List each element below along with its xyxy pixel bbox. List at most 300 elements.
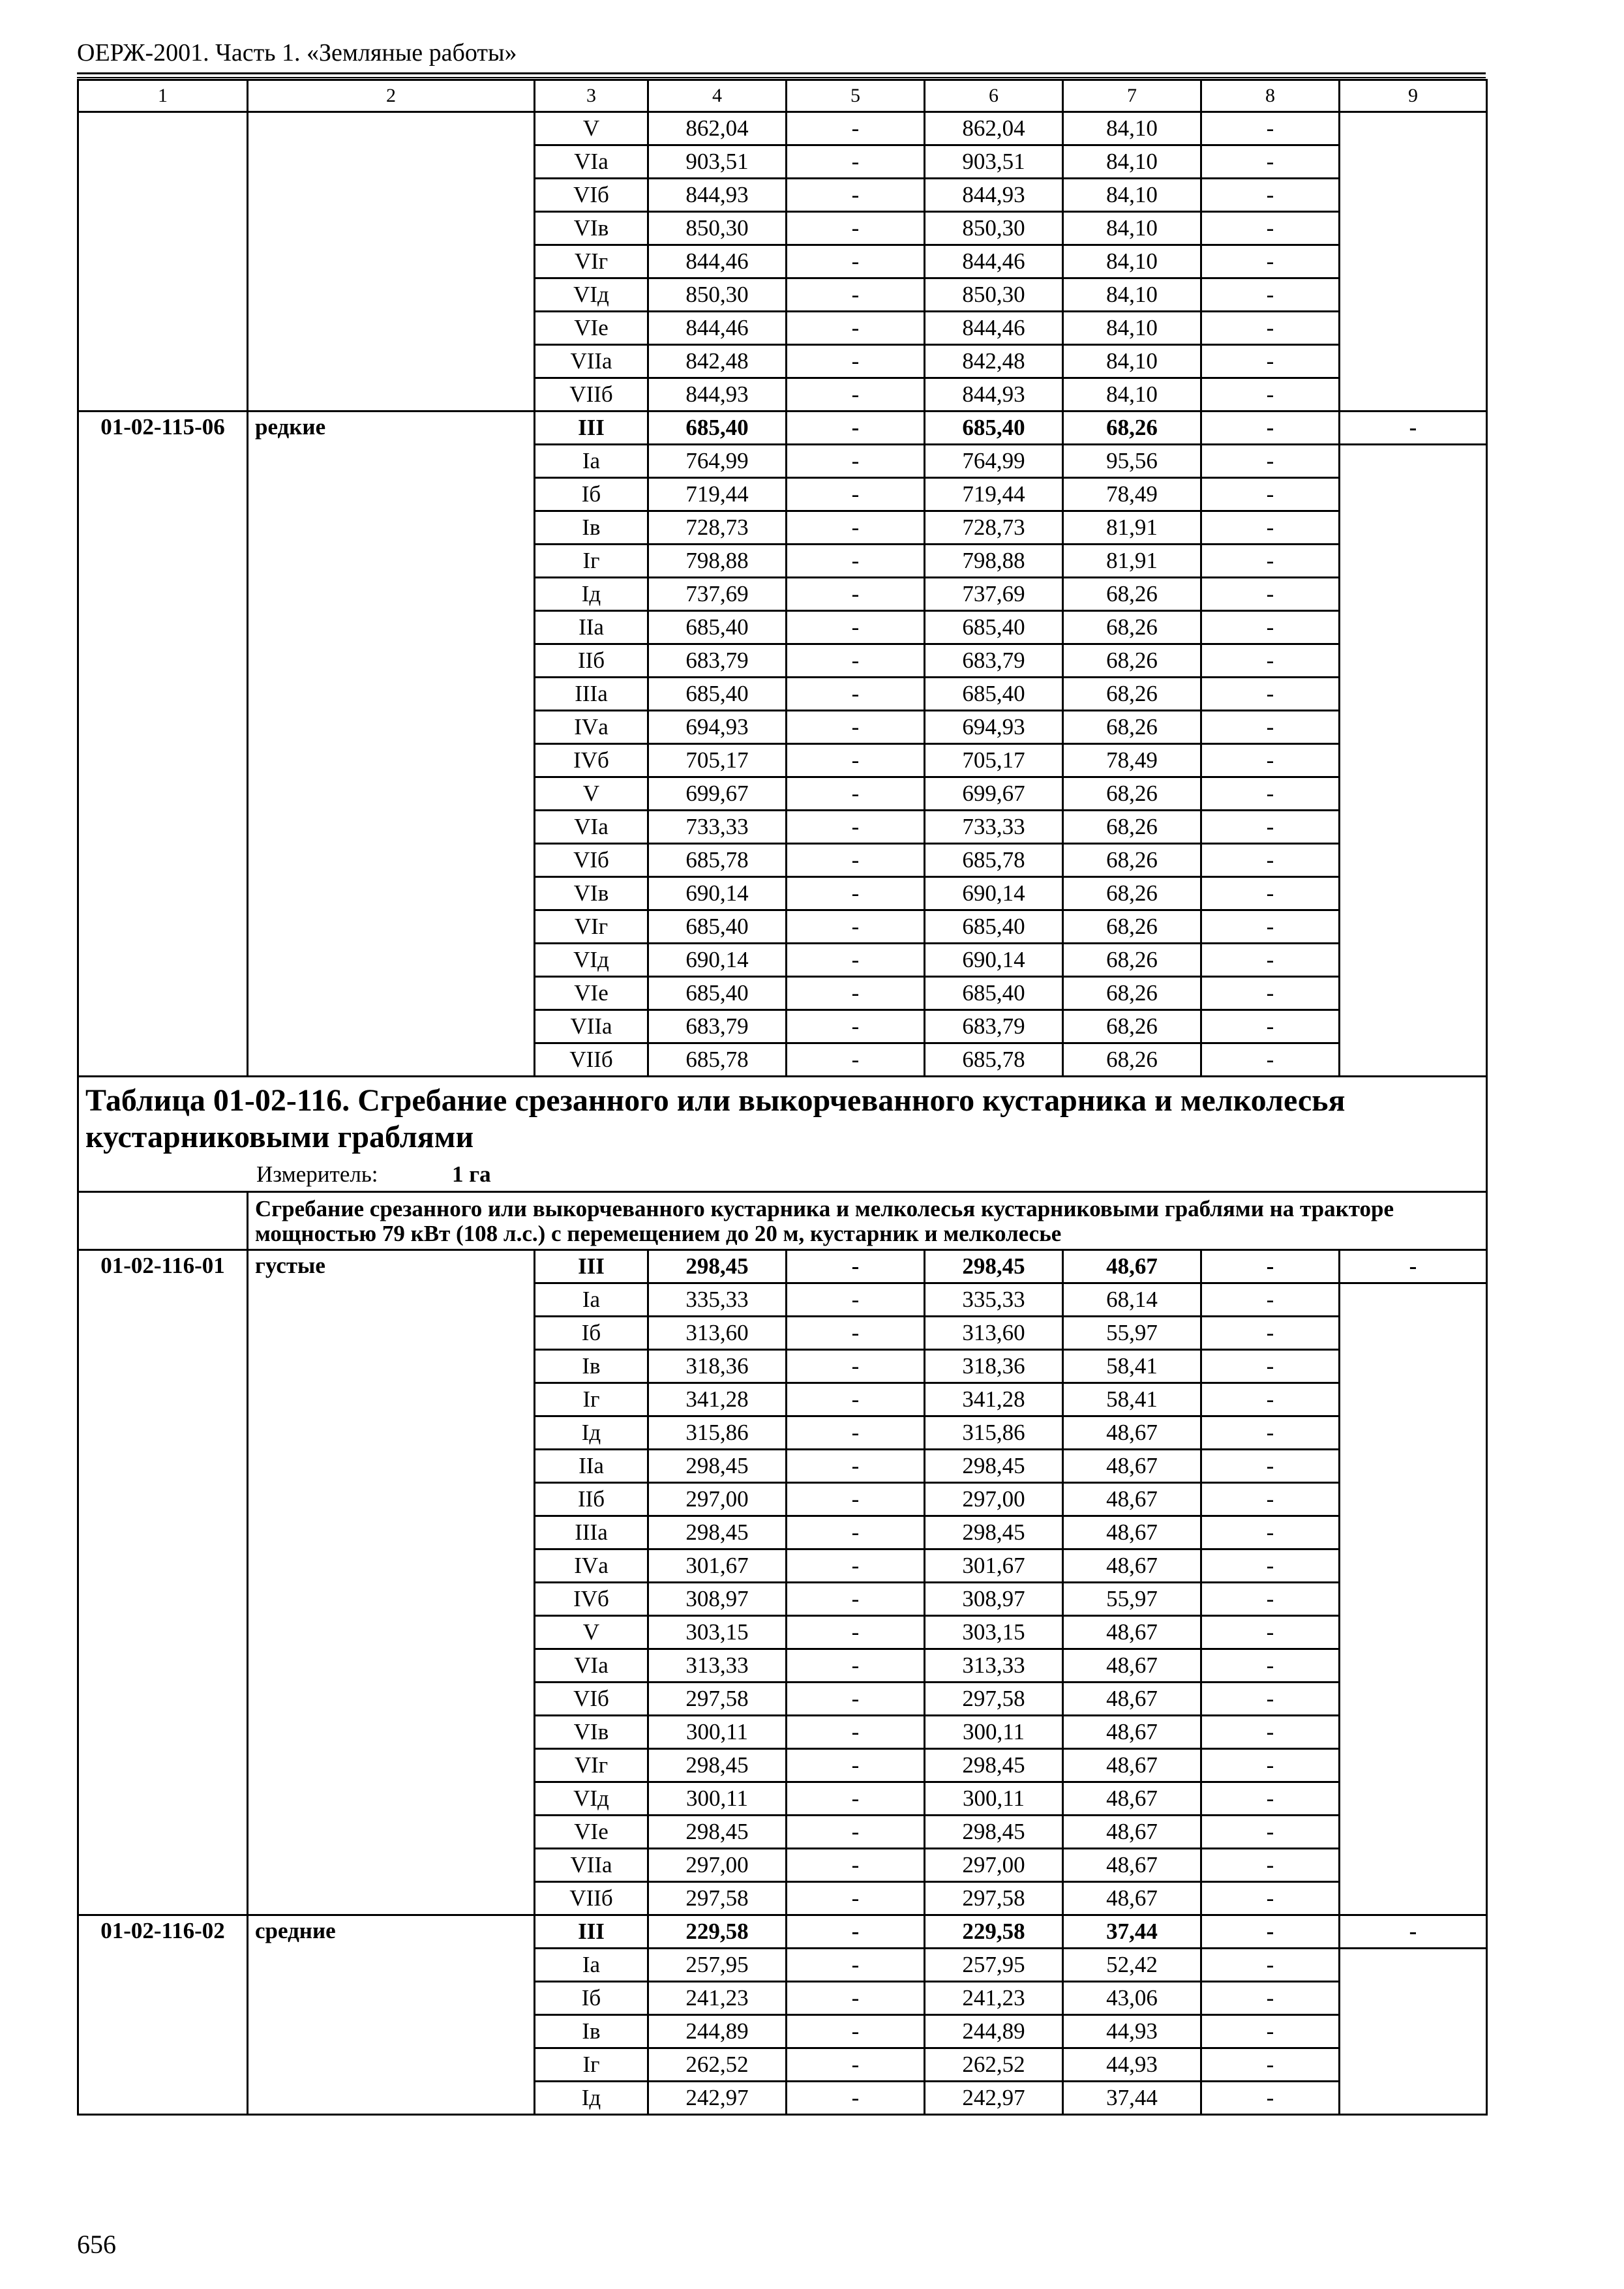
table-cell: 733,33 — [648, 811, 787, 844]
table-cell: 699,67 — [925, 777, 1063, 811]
table-cell: - — [1201, 1915, 1340, 1949]
table-cell: 298,45 — [648, 1450, 787, 1483]
table-cell: Iа — [535, 1949, 648, 1982]
item-name: средние — [248, 1915, 535, 2115]
table-cell: 68,14 — [1063, 1283, 1201, 1317]
blank-cell — [1340, 1949, 1487, 2115]
table-cell: IVа — [535, 1549, 648, 1583]
table-cell: Iд — [535, 2082, 648, 2115]
table-cell: 683,79 — [648, 1010, 787, 1043]
table-cell: VIIб — [535, 378, 648, 411]
table-cell: - — [1201, 611, 1340, 644]
table-cell: 37,44 — [1063, 1915, 1201, 1949]
blank-cell — [1340, 1283, 1487, 1915]
table-cell: 685,40 — [925, 611, 1063, 644]
table-cell: 862,04 — [648, 112, 787, 145]
description-text: Сгребание срезанного или выкорчеванного кустарника и мелколесья кустарниковыми граблями на тракторе мощностью 79 кВт (108 л.с.) с перемещением до 20 м, кустарник и мелколесье — [248, 1192, 1487, 1250]
table-cell: - — [1201, 644, 1340, 678]
table-cell: 764,99 — [925, 445, 1063, 478]
table-cell: Iб — [535, 1982, 648, 2015]
table-cell: III — [535, 411, 648, 445]
table-cell: - — [1201, 1749, 1340, 1782]
table-cell: 728,73 — [648, 511, 787, 545]
table-cell: Iг — [535, 545, 648, 578]
table-cell: 48,67 — [1063, 1483, 1201, 1516]
table-cell: - — [787, 877, 925, 910]
table-cell: Iд — [535, 1416, 648, 1450]
table-cell: - — [1201, 145, 1340, 179]
table-cell: - — [787, 1982, 925, 2015]
table-cell: VIIб — [535, 1043, 648, 1077]
table-cell: - — [1201, 1383, 1340, 1416]
table-cell: 68,26 — [1063, 711, 1201, 744]
table-cell: - — [1201, 1283, 1340, 1317]
table-cell: 690,14 — [925, 944, 1063, 977]
table-cell: 685,40 — [648, 411, 787, 445]
table-cell: - — [1201, 877, 1340, 910]
table-cell: - — [1340, 1250, 1487, 1283]
table-cell: - — [787, 1683, 925, 1716]
table-row-main — [78, 1250, 1487, 1283]
table-cell: 68,26 — [1063, 611, 1201, 644]
column-number-cell: 5 — [787, 80, 925, 112]
table-cell: 297,58 — [925, 1683, 1063, 1716]
table-cell: - — [787, 611, 925, 644]
column-number-cell: 9 — [1340, 80, 1487, 112]
table-cell: - — [1201, 910, 1340, 944]
header-rule-top — [77, 72, 1486, 74]
table-cell: 300,11 — [925, 1782, 1063, 1816]
blank-cell — [1340, 112, 1487, 411]
table-cell: 68,26 — [1063, 944, 1201, 977]
table-cell: 313,60 — [648, 1317, 787, 1350]
table-cell: 798,88 — [925, 545, 1063, 578]
table-cell: - — [787, 1383, 925, 1416]
table-cell: 685,40 — [925, 678, 1063, 711]
table-cell: - — [1201, 2015, 1340, 2048]
table-row-main — [78, 1915, 1487, 1949]
table-cell: 48,67 — [1063, 1616, 1201, 1649]
measure-line — [85, 1161, 1479, 1188]
table-cell: - — [1201, 278, 1340, 312]
table-cell: VIб — [535, 179, 648, 212]
table-cell: 685,78 — [925, 844, 1063, 877]
description-empty-cell — [78, 1192, 248, 1250]
table-cell: 300,11 — [648, 1782, 787, 1816]
table-cell: 298,45 — [648, 1749, 787, 1782]
column-number-cell: 2 — [248, 80, 535, 112]
table-cell: 84,10 — [1063, 212, 1201, 245]
table-cell: - — [787, 445, 925, 478]
table-cell: 298,45 — [925, 1749, 1063, 1782]
table-cell: V — [535, 777, 648, 811]
table-cell: - — [787, 278, 925, 312]
table-cell: - — [787, 1816, 925, 1849]
table-cell: - — [787, 212, 925, 245]
table-cell: - — [1201, 1649, 1340, 1683]
table-cell: - — [1201, 1716, 1340, 1749]
table-cell: 48,67 — [1063, 1716, 1201, 1749]
table-cell: 903,51 — [648, 145, 787, 179]
measure-label: Измеритель: — [256, 1161, 378, 1187]
table-cell: - — [787, 844, 925, 877]
table-cell: 48,67 — [1063, 1882, 1201, 1915]
table-cell: 300,11 — [925, 1716, 1063, 1749]
table-cell: Iа — [535, 445, 648, 478]
table-cell: Iд — [535, 578, 648, 611]
table-cell: 844,93 — [925, 378, 1063, 411]
table-cell: - — [1201, 578, 1340, 611]
table-cell: V — [535, 112, 648, 145]
price-table — [77, 79, 1488, 2116]
item-name — [248, 112, 535, 411]
table-cell: - — [1201, 545, 1340, 578]
table-cell: 298,45 — [925, 1250, 1063, 1283]
table-cell: 37,44 — [1063, 2082, 1201, 2115]
table-cell: - — [787, 1483, 925, 1516]
table-cell: 78,49 — [1063, 744, 1201, 777]
table-cell: - — [787, 545, 925, 578]
table-cell: VIд — [535, 1782, 648, 1816]
table-cell: 685,78 — [925, 1043, 1063, 1077]
table-cell: VIа — [535, 811, 648, 844]
table-cell: 257,95 — [648, 1949, 787, 1982]
table-cell: 297,58 — [925, 1882, 1063, 1915]
table-cell: - — [787, 1516, 925, 1549]
table-cell: - — [1201, 1350, 1340, 1383]
table-cell: 262,52 — [925, 2048, 1063, 2082]
table-cell: - — [1201, 1849, 1340, 1882]
table-cell: - — [1201, 1816, 1340, 1849]
table-cell: - — [1201, 1882, 1340, 1915]
table-cell: 298,45 — [925, 1450, 1063, 1483]
table-cell: 297,00 — [648, 1849, 787, 1882]
table-cell: IIа — [535, 1450, 648, 1483]
table-cell: 84,10 — [1063, 245, 1201, 278]
table-cell: - — [787, 578, 925, 611]
table-cell: - — [787, 1882, 925, 1915]
page-header-title: ОЕРЖ-2001. Часть 1. «Земляные работы» — [77, 39, 517, 67]
item-code: 01-02-116-02 — [78, 1915, 248, 2115]
table-cell: 55,97 — [1063, 1583, 1201, 1616]
table-cell: - — [787, 811, 925, 844]
table-cell: 313,33 — [925, 1649, 1063, 1683]
table-cell: VIг — [535, 245, 648, 278]
table-cell: 685,40 — [648, 977, 787, 1010]
table-cell: 78,49 — [1063, 478, 1201, 511]
table-cell: 48,67 — [1063, 1649, 1201, 1683]
table-cell: - — [1201, 1516, 1340, 1549]
table-cell: 68,26 — [1063, 1043, 1201, 1077]
table-title: Таблица 01-02-116. Сгребание срезанного или выкорчеванного кустарника и мелколесья кустарниковыми граблями — [85, 1083, 1346, 1154]
table-cell: VIIа — [535, 1849, 648, 1882]
table-cell: - — [787, 345, 925, 378]
table-cell: Iб — [535, 1317, 648, 1350]
table-cell: - — [787, 910, 925, 944]
table-cell: - — [787, 678, 925, 711]
table-cell: - — [1201, 744, 1340, 777]
table-cell: - — [787, 2048, 925, 2082]
table-cell: IVб — [535, 744, 648, 777]
table-cell: - — [1201, 1483, 1340, 1516]
table-cell: IVа — [535, 711, 648, 744]
table-cell: - — [1201, 1317, 1340, 1350]
table-cell: - — [1201, 777, 1340, 811]
table-cell: 798,88 — [648, 545, 787, 578]
table-cell: 318,36 — [648, 1350, 787, 1383]
table-cell: 68,26 — [1063, 811, 1201, 844]
table-cell: - — [1201, 1583, 1340, 1616]
blank-cell — [1340, 445, 1487, 1077]
table-cell: 68,26 — [1063, 578, 1201, 611]
table-cell: - — [787, 2082, 925, 2115]
table-cell: - — [1340, 411, 1487, 445]
table-cell: 699,67 — [648, 777, 787, 811]
table-title-cell — [78, 1077, 1487, 1192]
column-number-cell: 7 — [1063, 80, 1201, 112]
table-cell: VIIа — [535, 345, 648, 378]
table-cell: - — [787, 1716, 925, 1749]
table-cell: IIIа — [535, 678, 648, 711]
table-cell: 303,15 — [925, 1616, 1063, 1649]
page-number: 656 — [77, 2230, 116, 2259]
table-cell: 683,79 — [925, 1010, 1063, 1043]
table-cell: 694,93 — [925, 711, 1063, 744]
table-cell: - — [787, 2015, 925, 2048]
table-cell: V — [535, 1616, 648, 1649]
table-cell: 903,51 — [925, 145, 1063, 179]
table-cell: 241,23 — [648, 1982, 787, 2015]
table-cell: 52,42 — [1063, 1949, 1201, 1982]
table-cell: 844,93 — [925, 179, 1063, 212]
table-cell: - — [1201, 678, 1340, 711]
table-cell: Iв — [535, 2015, 648, 2048]
table-cell: 44,93 — [1063, 2015, 1201, 2048]
table-cell: 842,48 — [648, 345, 787, 378]
table-cell: VIг — [535, 910, 648, 944]
table-cell: - — [787, 1849, 925, 1882]
table-cell: - — [787, 511, 925, 545]
table-cell: 685,40 — [648, 611, 787, 644]
table-cell: 308,97 — [925, 1583, 1063, 1616]
table-cell: - — [1201, 1250, 1340, 1283]
table-cell: - — [787, 1416, 925, 1450]
table-cell: Iб — [535, 478, 648, 511]
table-cell: - — [787, 1549, 925, 1583]
table-cell: - — [1201, 445, 1340, 478]
table-cell: 58,41 — [1063, 1383, 1201, 1416]
table-cell: IIIа — [535, 1516, 648, 1549]
table-cell: 68,26 — [1063, 678, 1201, 711]
table-cell: 301,67 — [925, 1549, 1063, 1583]
table-cell: - — [787, 944, 925, 977]
table-cell: 683,79 — [648, 644, 787, 678]
measure-value: 1 га — [452, 1161, 491, 1187]
table-cell: 844,46 — [925, 312, 1063, 345]
table-cell: 84,10 — [1063, 312, 1201, 345]
table-cell: VIа — [535, 145, 648, 179]
table-cell: 68,26 — [1063, 644, 1201, 678]
table-cell: 48,67 — [1063, 1849, 1201, 1882]
table-cell: VIIб — [535, 1882, 648, 1915]
column-number-cell: 4 — [648, 80, 787, 112]
table-cell: Iв — [535, 511, 648, 545]
table-cell: 229,58 — [648, 1915, 787, 1949]
table-cell: - — [1201, 112, 1340, 145]
header-rule-bottom — [77, 77, 1486, 78]
table-cell: - — [787, 644, 925, 678]
table-cell: 694,93 — [648, 711, 787, 744]
table-cell: 297,00 — [925, 1849, 1063, 1882]
column-number-cell: 1 — [78, 80, 248, 112]
table-cell: - — [787, 411, 925, 445]
table-cell: 242,97 — [648, 2082, 787, 2115]
table-cell: 844,46 — [925, 245, 1063, 278]
table-cell: 48,67 — [1063, 1549, 1201, 1583]
table-cell: 842,48 — [925, 345, 1063, 378]
table-cell: 764,99 — [648, 445, 787, 478]
table-cell: - — [1201, 411, 1340, 445]
table-cell: VIб — [535, 844, 648, 877]
table-cell: VIд — [535, 278, 648, 312]
table-cell: - — [787, 1616, 925, 1649]
table-cell: 341,28 — [925, 1383, 1063, 1416]
table-cell: 844,93 — [648, 378, 787, 411]
column-number-cell: 6 — [925, 80, 1063, 112]
table-cell: IIб — [535, 644, 648, 678]
table-cell: - — [1201, 711, 1340, 744]
table-cell: 313,60 — [925, 1317, 1063, 1350]
table-cell: 850,30 — [648, 278, 787, 312]
column-number-row — [78, 80, 1487, 112]
table-cell: Iг — [535, 2048, 648, 2082]
table-cell: 84,10 — [1063, 179, 1201, 212]
table-cell: 48,67 — [1063, 1749, 1201, 1782]
table-cell: - — [1201, 2048, 1340, 2082]
table-cell: 690,14 — [925, 877, 1063, 910]
table-cell: 68,26 — [1063, 977, 1201, 1010]
table-cell: - — [787, 1283, 925, 1317]
table-cell: 84,10 — [1063, 112, 1201, 145]
table-cell: 241,23 — [925, 1982, 1063, 2015]
table-cell: 95,56 — [1063, 445, 1201, 478]
table-cell: 48,67 — [1063, 1782, 1201, 1816]
table-cell: 685,78 — [648, 1043, 787, 1077]
table-cell: 850,30 — [925, 278, 1063, 312]
table-cell: 48,67 — [1063, 1416, 1201, 1450]
table-cell: - — [1201, 1982, 1340, 2015]
table-cell: - — [1201, 1450, 1340, 1483]
table-cell: 297,00 — [648, 1483, 787, 1516]
table-cell: - — [1201, 312, 1340, 345]
table-cell: VIб — [535, 1683, 648, 1716]
table-cell: - — [1201, 844, 1340, 877]
table-cell: - — [787, 1949, 925, 1982]
table-cell: - — [1201, 378, 1340, 411]
table-cell: IVб — [535, 1583, 648, 1616]
table-cell: 44,93 — [1063, 2048, 1201, 2082]
table-cell: 244,89 — [925, 2015, 1063, 2048]
table-cell: Iг — [535, 1383, 648, 1416]
table-cell: 341,28 — [648, 1383, 787, 1416]
table-cell: 705,17 — [648, 744, 787, 777]
table-cell: 229,58 — [925, 1915, 1063, 1949]
table-cell: 81,91 — [1063, 511, 1201, 545]
table-cell: - — [787, 245, 925, 278]
item-code: 01-02-116-01 — [78, 1250, 248, 1915]
table-cell: 728,73 — [925, 511, 1063, 545]
table-cell: 690,14 — [648, 944, 787, 977]
table-cell: VIе — [535, 1816, 648, 1849]
table-cell: III — [535, 1915, 648, 1949]
table-cell: 335,33 — [648, 1283, 787, 1317]
table-cell: 850,30 — [925, 212, 1063, 245]
table-cell: 303,15 — [648, 1616, 787, 1649]
table-cell: 685,40 — [648, 910, 787, 944]
table-cell: 315,86 — [925, 1416, 1063, 1450]
table-cell: 55,97 — [1063, 1317, 1201, 1350]
table-cell: - — [787, 977, 925, 1010]
table-cell: 298,45 — [925, 1516, 1063, 1549]
table-cell: 48,67 — [1063, 1450, 1201, 1483]
table-cell: - — [1201, 1043, 1340, 1077]
table-cell: VIд — [535, 944, 648, 977]
table-row-main — [78, 411, 1487, 445]
table-cell: 719,44 — [648, 478, 787, 511]
table-cell: 68,26 — [1063, 844, 1201, 877]
table-cell: - — [1201, 511, 1340, 545]
table-cell: VIг — [535, 1749, 648, 1782]
table-cell: - — [1201, 179, 1340, 212]
price-table-body — [78, 80, 1487, 2115]
table-cell: - — [787, 1010, 925, 1043]
table-cell: - — [787, 312, 925, 345]
table-cell: 68,26 — [1063, 777, 1201, 811]
table-cell: 850,30 — [648, 212, 787, 245]
table-cell: - — [787, 744, 925, 777]
table-cell: - — [1201, 977, 1340, 1010]
table-cell: - — [1201, 212, 1340, 245]
table-cell: 315,86 — [648, 1416, 787, 1450]
table-cell: 685,78 — [648, 844, 787, 877]
table-cell: 685,40 — [925, 910, 1063, 944]
table-cell: 301,67 — [648, 1549, 787, 1583]
table-cell: - — [1201, 2082, 1340, 2115]
table-cell: 737,69 — [648, 578, 787, 611]
table-cell: VIе — [535, 312, 648, 345]
table-cell: 844,93 — [648, 179, 787, 212]
table-cell: - — [1201, 345, 1340, 378]
table-cell: 84,10 — [1063, 278, 1201, 312]
table-cell: 298,45 — [648, 1250, 787, 1283]
table-cell: - — [787, 711, 925, 744]
table-cell: 298,45 — [648, 1516, 787, 1549]
table-cell: 43,06 — [1063, 1982, 1201, 2015]
table-cell: 257,95 — [925, 1949, 1063, 1982]
table-cell: - — [787, 145, 925, 179]
column-number-cell: 8 — [1201, 80, 1340, 112]
table-cell: - — [787, 1749, 925, 1782]
table-cell: 719,44 — [925, 478, 1063, 511]
table-cell: - — [787, 1583, 925, 1616]
table-cell: VIIа — [535, 1010, 648, 1043]
table-cell: 683,79 — [925, 644, 1063, 678]
table-cell: 48,67 — [1063, 1516, 1201, 1549]
table-cell: - — [1201, 1416, 1340, 1450]
table-cell: 297,58 — [648, 1882, 787, 1915]
table-cell: VIа — [535, 1649, 648, 1683]
table-cell: 81,91 — [1063, 545, 1201, 578]
